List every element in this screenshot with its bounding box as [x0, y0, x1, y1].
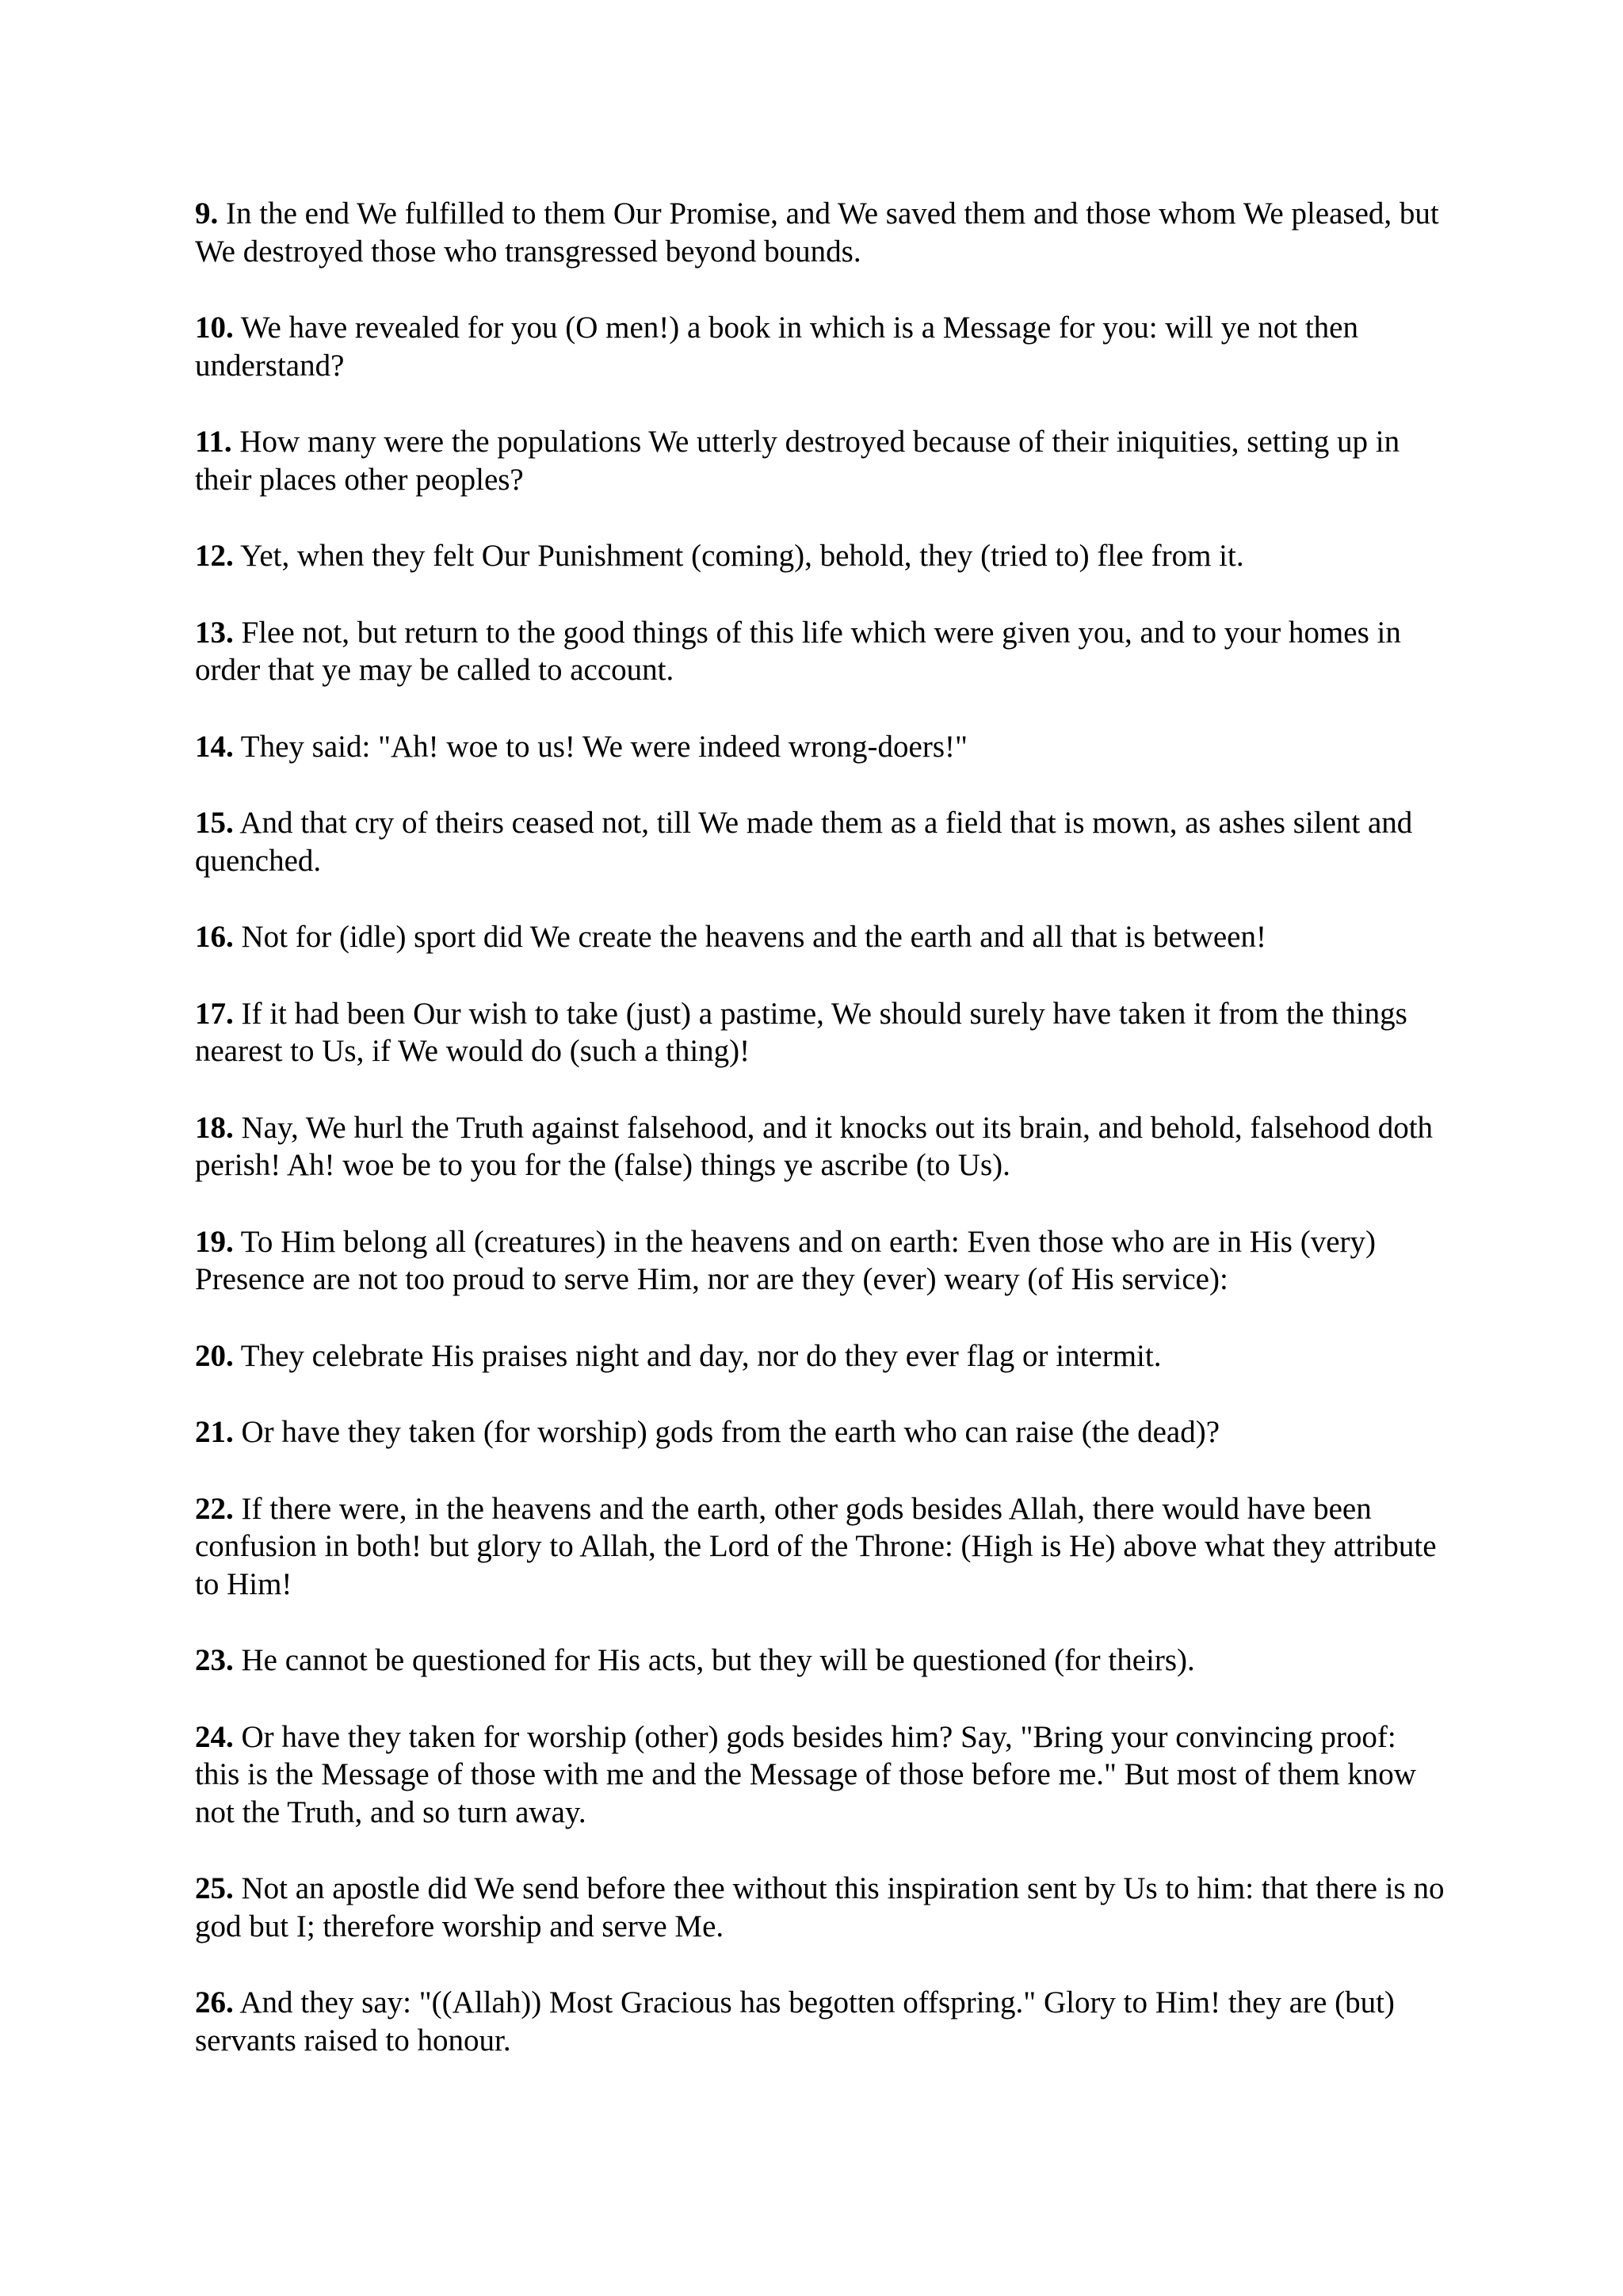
verse-21	[195, 1413, 1447, 1451]
verse-text: And they say: "((Allah)) Most Gracious has begotten offspring." Glory to Him! they are (but) servants raised to honour.	[195, 1985, 1395, 2058]
verse-number: 10.	[195, 311, 234, 345]
verse-number: 19.	[195, 1224, 234, 1259]
verse-text: If it had been Our wish to take (just) a pastime, We should surely have taken it from the things nearest to Us, if We would do (such a thing)!	[195, 996, 1407, 1068]
verse-text: And that cry of theirs ceased not, till We made them as a field that is mown, as ashes silent and quenched.	[195, 806, 1413, 878]
verse-text: Or have they taken for worship (other) gods besides him? Say, "Bring your convincing proof: this is the Message of those with me and the Message of those before me." But most of them know not the Truth, and so turn away.	[195, 1719, 1416, 1829]
verse-25	[195, 1870, 1447, 1945]
verse-number: 25.	[195, 1871, 234, 1905]
verse-text: Not an apostle did We send before thee without this inspiration sent by Us to him: that there is no god but I; therefore worship and serve Me.	[195, 1871, 1445, 1943]
verse-number: 9.	[195, 196, 219, 231]
verse-text: Yet, when they felt Our Punishment (coming), behold, they (tried to) flee from it.	[240, 539, 1244, 573]
verse-number: 12.	[195, 539, 234, 573]
verse-26	[195, 1984, 1447, 2059]
verse-text: They said: "Ah! woe to us! We were indeed wrong-doers!"	[240, 729, 968, 764]
verse-17	[195, 995, 1447, 1070]
verse-number: 15.	[195, 806, 234, 840]
verse-20	[195, 1337, 1447, 1375]
verse-number: 18.	[195, 1110, 234, 1145]
verse-number: 21.	[195, 1415, 234, 1449]
document-page	[195, 195, 1447, 2098]
verse-19	[195, 1223, 1447, 1299]
verse-number: 11.	[195, 425, 232, 459]
verse-number: 16.	[195, 920, 234, 954]
verse-text: In the end We fulfilled to them Our Promise, and We saved them and those whom We pleased, but We destroyed those who transgressed beyond bounds.	[195, 196, 1439, 269]
verse-15	[195, 804, 1447, 879]
verse-12	[195, 537, 1447, 575]
verse-number: 26.	[195, 1985, 234, 2019]
verse-number: 14.	[195, 729, 234, 764]
verse-text: Or have they taken (for worship) gods from the earth who can raise (the dead)?	[241, 1415, 1220, 1449]
verse-text: He cannot be questioned for His acts, but they will be questioned (for theirs).	[241, 1643, 1195, 1677]
verse-text: They celebrate His praises night and day, nor do they ever flag or intermit.	[240, 1338, 1162, 1373]
verse-number: 24.	[195, 1719, 234, 1754]
verse-text: Not for (idle) sport did We create the heavens and the earth and all that is between!	[241, 920, 1266, 954]
verse-24	[195, 1718, 1447, 1832]
verse-text: If there were, in the heavens and the earth, other gods besides Allah, there would have been confusion in both! but glory to Allah, the Lord of the Throne: (High is He) above what they attribute to Him!	[195, 1491, 1437, 1601]
verse-11	[195, 423, 1447, 498]
verse-22	[195, 1490, 1447, 1604]
verse-text: Nay, We hurl the Truth against falsehood, and it knocks out its brain, and behold, falsehood doth perish! Ah! woe be to you for the (false) things ye ascribe (to Us).	[195, 1110, 1434, 1182]
verse-text: How many were the populations We utterly destroyed because of their iniquities, setting up in their places other peoples?	[195, 425, 1400, 497]
verse-16	[195, 918, 1447, 956]
verse-18	[195, 1109, 1447, 1184]
verse-text: To Him belong all (creatures) in the heavens and on earth: Even those who are in His (very) Presence are not too proud to serve Him, nor are they (ever) weary (of His service):	[195, 1224, 1376, 1296]
verse-23	[195, 1642, 1447, 1680]
verse-13	[195, 614, 1447, 689]
verse-number: 17.	[195, 996, 234, 1031]
verse-text: Flee not, but return to the good things of this life which were given you, and to your homes in order that ye may be called to account.	[195, 615, 1401, 687]
verse-text: We have revealed for you (O men!) a book in which is a Message for you: will ye not then understand?	[195, 311, 1358, 383]
verse-9	[195, 195, 1447, 270]
verse-14	[195, 728, 1447, 766]
verse-number: 23.	[195, 1643, 234, 1677]
verse-number: 22.	[195, 1491, 234, 1526]
verse-number: 20.	[195, 1338, 234, 1373]
verse-10	[195, 309, 1447, 384]
verse-number: 13.	[195, 615, 234, 650]
